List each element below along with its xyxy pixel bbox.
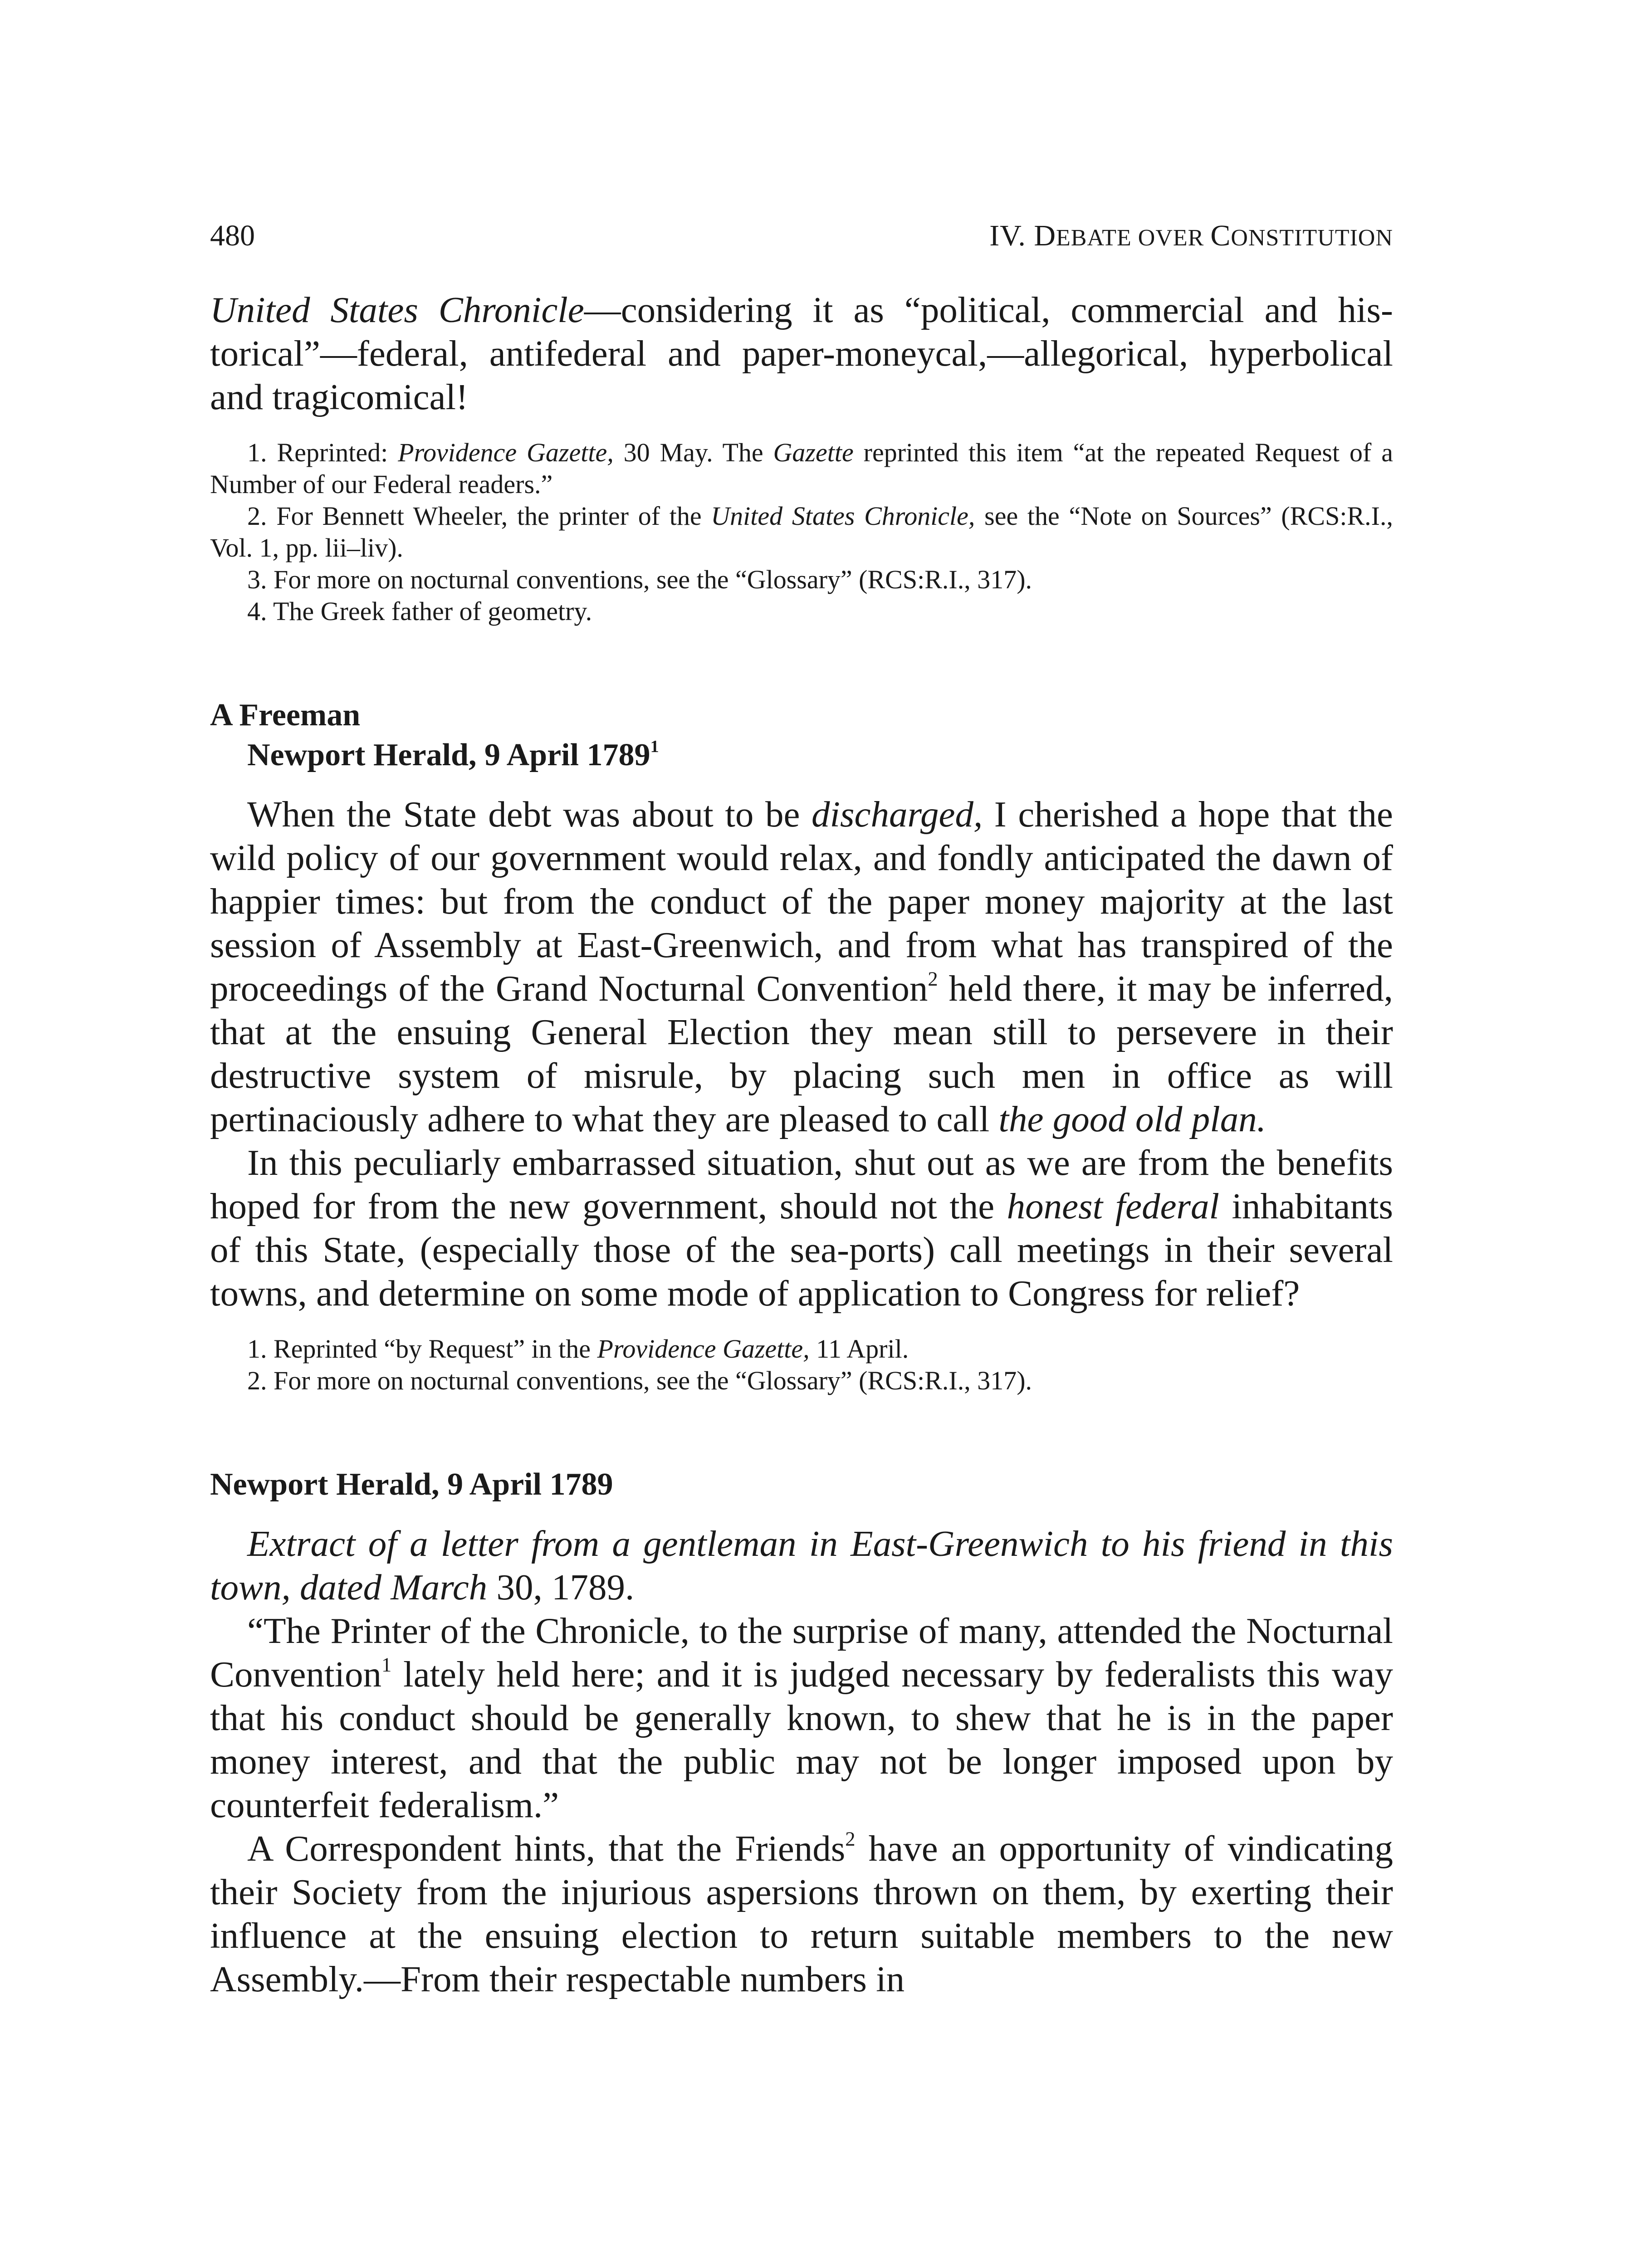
section-title-herald: Newport Herald, 9 April 1789	[210, 1467, 613, 1502]
freeman-subtitle-sup: 1	[650, 737, 659, 757]
freeman-footnote-1-italic: Providence Gazette,	[597, 1334, 810, 1364]
footnote-1-text-b: 30 May. The	[613, 438, 773, 467]
page-number: 480	[210, 219, 255, 252]
freeman-footnote-1	[210, 1333, 1393, 1365]
freeman-p1-italic-2: the good old plan.	[998, 1099, 1266, 1139]
herald-paragraph-1	[210, 1609, 1393, 1827]
footnote-2-italic: United States Chronicle,	[711, 501, 975, 531]
footnote-3: 3. For more on nocturnal conventions, see the “Glossary” (RCS:R.I., 317).	[247, 565, 1032, 594]
herald-paragraph-2	[210, 1827, 1393, 2001]
freeman-p1-sup: 2	[928, 967, 938, 990]
running-head-title	[989, 218, 1393, 256]
herald-p2-a: A Correspondent hints, that the Friends	[247, 1828, 846, 1869]
footnote-1-italic-b: Gazette	[773, 438, 854, 467]
freeman-p1-a: When the State debt was about to be	[247, 794, 812, 835]
herald-p1-sup: 1	[381, 1653, 392, 1676]
freeman-body	[210, 792, 1393, 1315]
footnotes-freeman	[210, 1333, 1393, 1397]
freeman-p1-c: held there, it may be inferred, that at the ensuing General Election they mean still to persevere in their destructive system of misrule, by placing such men in office as will pertinaciously adhere to what they are pleased to call	[210, 968, 1393, 1139]
footnote-1-text-c: reprinted this item “at the repeated Request of a Number of our Federal readers.”	[210, 438, 1393, 499]
herald-extract-date: 30, 1789.	[487, 1567, 635, 1608]
footnote-2	[210, 500, 1393, 564]
freeman-paragraph-2	[210, 1141, 1393, 1315]
intro-italic: United States Chronicle	[210, 289, 584, 330]
freeman-p1-italic: discharged,	[812, 794, 983, 835]
running-head-cap: C	[1210, 219, 1231, 252]
running-head-roman: IV. D	[989, 219, 1056, 252]
footnote-2-text-b: see the “Note on Sources” (RCS:R.I., Vol. 1, pp. lii–liv).	[210, 501, 1393, 562]
section-title-freeman: A Freeman	[210, 698, 361, 733]
document-page	[210, 218, 1393, 2001]
herald-extract-line	[210, 1522, 1393, 1609]
freeman-footnote-2: 2. For more on nocturnal conventions, see the “Glossary” (RCS:R.I., 317).	[247, 1366, 1032, 1395]
herald-p1-b: lately held here; and it is judged necessary by federalists this way that his conduct should be generally known, to shew that he is in the paper money interest, and that the public may not be longer imposed upon by counterfeit federalism.”	[210, 1654, 1393, 1825]
herald-p2-sup: 2	[845, 1827, 856, 1850]
freeman-p2-b: inhabitants of this State, (especially those of the sea-ports) call meetings in their several towns, and determine on some mode of application to Congress for relief?	[210, 1186, 1393, 1314]
footnote-1-text-a: 1. Reprinted:	[247, 438, 398, 467]
herald-body	[210, 1522, 1393, 2001]
section-subtitle-freeman	[210, 735, 1393, 775]
intro-text	[210, 288, 1393, 419]
footnote-1	[210, 437, 1393, 500]
herald-p2-b: have an opportunity of vindicating their Society from the injurious aspersions thrown on them, by exerting their influence at the ensuing election to return suitable members to the new Assembly.—From their respectable numbers in	[210, 1828, 1393, 1999]
freeman-footnote-1-b: 11 April.	[809, 1334, 909, 1364]
running-head	[210, 218, 1393, 256]
intro-paragraph	[210, 288, 1393, 419]
freeman-footnote-1-a: 1. Reprinted “by Request” in the	[247, 1334, 597, 1364]
freeman-p2-a: In this peculiarly embarrassed situation, shut out as we are from the benefits hoped for from the new government, should not the	[210, 1142, 1393, 1227]
footnote-1-italic-a: Providence Gazette,	[398, 438, 614, 467]
footnotes-first	[210, 437, 1393, 627]
running-head-smallcaps-2: ONSTITUTION	[1231, 225, 1393, 251]
freeman-p1-b: I cherished a hope that the wild policy of our government would relax, and fondly anticipated the dawn of happier times: but from the conduct of the paper money majority at the last session of Assembly at East-Greenwich, and from what has transpired of the proceedings of the Grand Nocturnal Convention	[210, 794, 1393, 1009]
running-head-smallcaps-1: EBATE OVER	[1056, 225, 1211, 251]
freeman-paragraph-1	[210, 792, 1393, 1141]
intro-body: —considering it as “political, commercial and historical”—federal, antifederal and paper-moneycal,—allegorical, hyperbolical and tragicomical!	[210, 289, 1393, 417]
herald-p1-a: “The Printer of the Chronicle, to the surprise of many, attended the Nocturnal Convention	[210, 1610, 1393, 1695]
footnote-2-text-a: 2. For Bennett Wheeler, the printer of the	[247, 501, 711, 531]
footnote-4: 4. The Greek father of geometry.	[247, 596, 592, 626]
freeman-subtitle-text: Newport Herald, 9 April 1789	[247, 738, 650, 772]
herald-extract-italic: Extract of a letter from a gentleman in East-Greenwich to his friend in this town, dated March	[210, 1523, 1393, 1608]
freeman-p2-italic: honest federal	[1007, 1186, 1220, 1227]
